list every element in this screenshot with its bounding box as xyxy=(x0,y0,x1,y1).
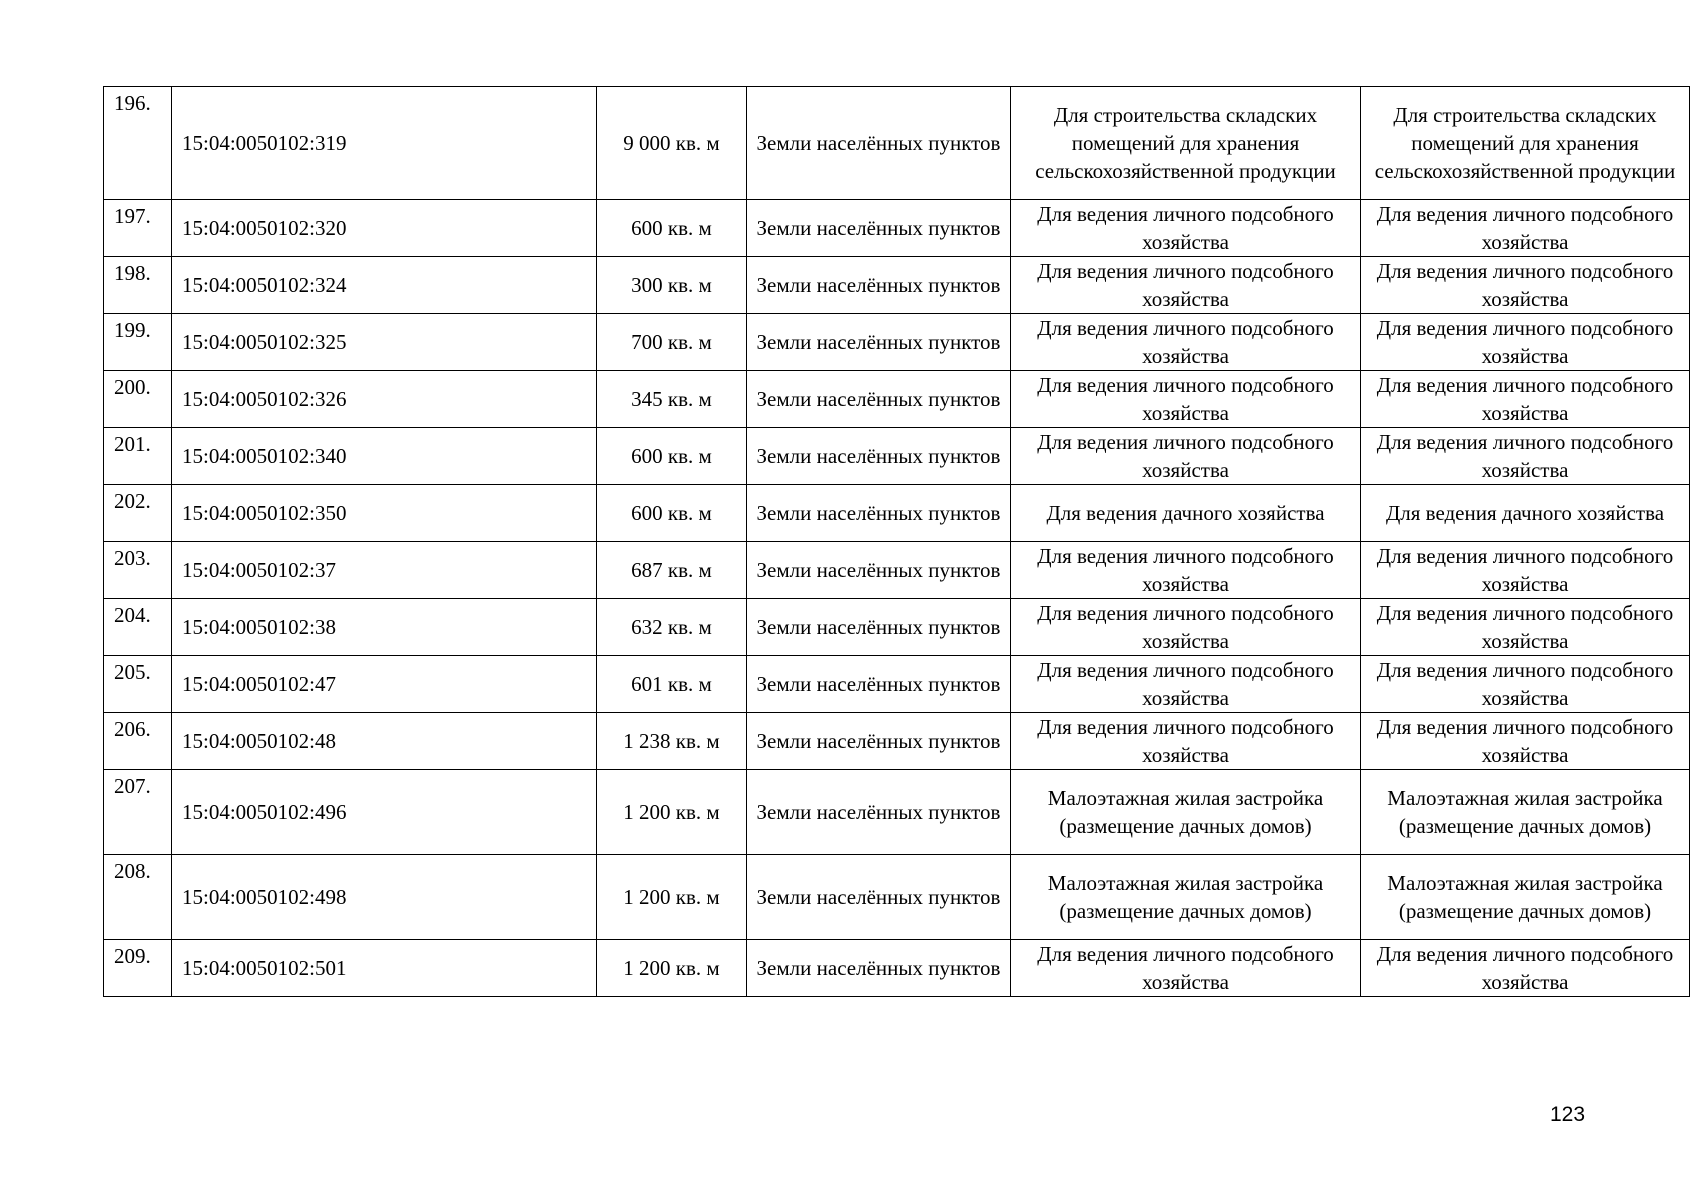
land-plots-table xyxy=(103,86,1690,997)
permitted-use: Для ведения личного подсобного хозяйства xyxy=(1011,940,1361,997)
row-number: 199. xyxy=(104,314,172,371)
permitted-use: Малоэтажная жилая застройка (размещение дачных домов) xyxy=(1011,770,1361,855)
row-number: 198. xyxy=(104,257,172,314)
cadastral-number: 15:04:0050102:47 xyxy=(172,656,597,713)
plot-area: 1 238 кв. м xyxy=(597,713,747,770)
row-number: 196. xyxy=(104,87,172,200)
permitted-use-alt: Для ведения личного подсобного хозяйства xyxy=(1361,314,1690,371)
land-category: Земли населённых пунктов xyxy=(747,200,1011,257)
land-category: Земли населённых пунктов xyxy=(747,371,1011,428)
row-number: 208. xyxy=(104,855,172,940)
land-category: Земли населённых пунктов xyxy=(747,940,1011,997)
plot-area: 1 200 кв. м xyxy=(597,770,747,855)
plot-area: 345 кв. м xyxy=(597,371,747,428)
land-category: Земли населённых пунктов xyxy=(747,542,1011,599)
land-category: Земли населённых пунктов xyxy=(747,713,1011,770)
permitted-use-alt: Малоэтажная жилая застройка (размещение дачных домов) xyxy=(1361,770,1690,855)
cadastral-number: 15:04:0050102:320 xyxy=(172,200,597,257)
permitted-use-alt: Для ведения личного подсобного хозяйства xyxy=(1361,940,1690,997)
plot-area: 9 000 кв. м xyxy=(597,87,747,200)
permitted-use-alt: Для ведения личного подсобного хозяйства xyxy=(1361,713,1690,770)
land-category: Земли населённых пунктов xyxy=(747,485,1011,542)
plot-area: 1 200 кв. м xyxy=(597,855,747,940)
permitted-use-alt: Для строительства складских помещений для хранения сельскохозяйственной продукции xyxy=(1361,87,1690,200)
row-number: 205. xyxy=(104,656,172,713)
plot-area: 600 кв. м xyxy=(597,428,747,485)
permitted-use: Для ведения личного подсобного хозяйства xyxy=(1011,200,1361,257)
permitted-use-alt: Для ведения личного подсобного хозяйства xyxy=(1361,599,1690,656)
permitted-use: Для ведения дачного хозяйства xyxy=(1011,485,1361,542)
land-category: Земли населённых пунктов xyxy=(747,656,1011,713)
land-category: Земли населённых пунктов xyxy=(747,428,1011,485)
cadastral-number: 15:04:0050102:340 xyxy=(172,428,597,485)
cadastral-number: 15:04:0050102:37 xyxy=(172,542,597,599)
land-category: Земли населённых пунктов xyxy=(747,855,1011,940)
cadastral-number: 15:04:0050102:498 xyxy=(172,855,597,940)
plot-area: 300 кв. м xyxy=(597,257,747,314)
cadastral-number: 15:04:0050102:319 xyxy=(172,87,597,200)
plot-area: 600 кв. м xyxy=(597,200,747,257)
row-number: 207. xyxy=(104,770,172,855)
permitted-use: Для строительства складских помещений для хранения сельскохозяйственной продукции xyxy=(1011,87,1361,200)
land-category: Земли населённых пунктов xyxy=(747,314,1011,371)
land-category: Земли населённых пунктов xyxy=(747,257,1011,314)
cadastral-number: 15:04:0050102:48 xyxy=(172,713,597,770)
plot-area: 687 кв. м xyxy=(597,542,747,599)
permitted-use-alt: Малоэтажная жилая застройка (размещение дачных домов) xyxy=(1361,855,1690,940)
permitted-use: Для ведения личного подсобного хозяйства xyxy=(1011,428,1361,485)
permitted-use: Малоэтажная жилая застройка (размещение дачных домов) xyxy=(1011,855,1361,940)
permitted-use: Для ведения личного подсобного хозяйства xyxy=(1011,371,1361,428)
cadastral-number: 15:04:0050102:350 xyxy=(172,485,597,542)
row-number: 202. xyxy=(104,485,172,542)
permitted-use-alt: Для ведения личного подсобного хозяйства xyxy=(1361,371,1690,428)
permitted-use-alt: Для ведения личного подсобного хозяйства xyxy=(1361,656,1690,713)
land-category: Земли населённых пунктов xyxy=(747,599,1011,656)
plot-area: 700 кв. м xyxy=(597,314,747,371)
cadastral-number: 15:04:0050102:38 xyxy=(172,599,597,656)
row-number: 201. xyxy=(104,428,172,485)
permitted-use-alt: Для ведения дачного хозяйства xyxy=(1361,485,1690,542)
land-category: Земли населённых пунктов xyxy=(747,770,1011,855)
permitted-use: Для ведения личного подсобного хозяйства xyxy=(1011,599,1361,656)
permitted-use: Для ведения личного подсобного хозяйства xyxy=(1011,314,1361,371)
cadastral-number: 15:04:0050102:496 xyxy=(172,770,597,855)
permitted-use: Для ведения личного подсобного хозяйства xyxy=(1011,542,1361,599)
cadastral-number: 15:04:0050102:325 xyxy=(172,314,597,371)
plot-area: 601 кв. м xyxy=(597,656,747,713)
table-body xyxy=(104,87,1690,997)
permitted-use-alt: Для ведения личного подсобного хозяйства xyxy=(1361,428,1690,485)
land-category: Земли населённых пунктов xyxy=(747,87,1011,200)
page-number: 123 xyxy=(1550,1103,1586,1126)
plot-area: 600 кв. м xyxy=(597,485,747,542)
permitted-use-alt: Для ведения личного подсобного хозяйства xyxy=(1361,542,1690,599)
row-number: 203. xyxy=(104,542,172,599)
row-number: 206. xyxy=(104,713,172,770)
permitted-use: Для ведения личного подсобного хозяйства xyxy=(1011,656,1361,713)
cadastral-number: 15:04:0050102:501 xyxy=(172,940,597,997)
permitted-use-alt: Для ведения личного подсобного хозяйства xyxy=(1361,257,1690,314)
row-number: 204. xyxy=(104,599,172,656)
permitted-use: Для ведения личного подсобного хозяйства xyxy=(1011,257,1361,314)
plot-area: 1 200 кв. м xyxy=(597,940,747,997)
permitted-use: Для ведения личного подсобного хозяйства xyxy=(1011,713,1361,770)
plot-area: 632 кв. м xyxy=(597,599,747,656)
row-number: 209. xyxy=(104,940,172,997)
row-number: 197. xyxy=(104,200,172,257)
cadastral-number: 15:04:0050102:326 xyxy=(172,371,597,428)
cadastral-number: 15:04:0050102:324 xyxy=(172,257,597,314)
permitted-use-alt: Для ведения личного подсобного хозяйства xyxy=(1361,200,1690,257)
row-number: 200. xyxy=(104,371,172,428)
